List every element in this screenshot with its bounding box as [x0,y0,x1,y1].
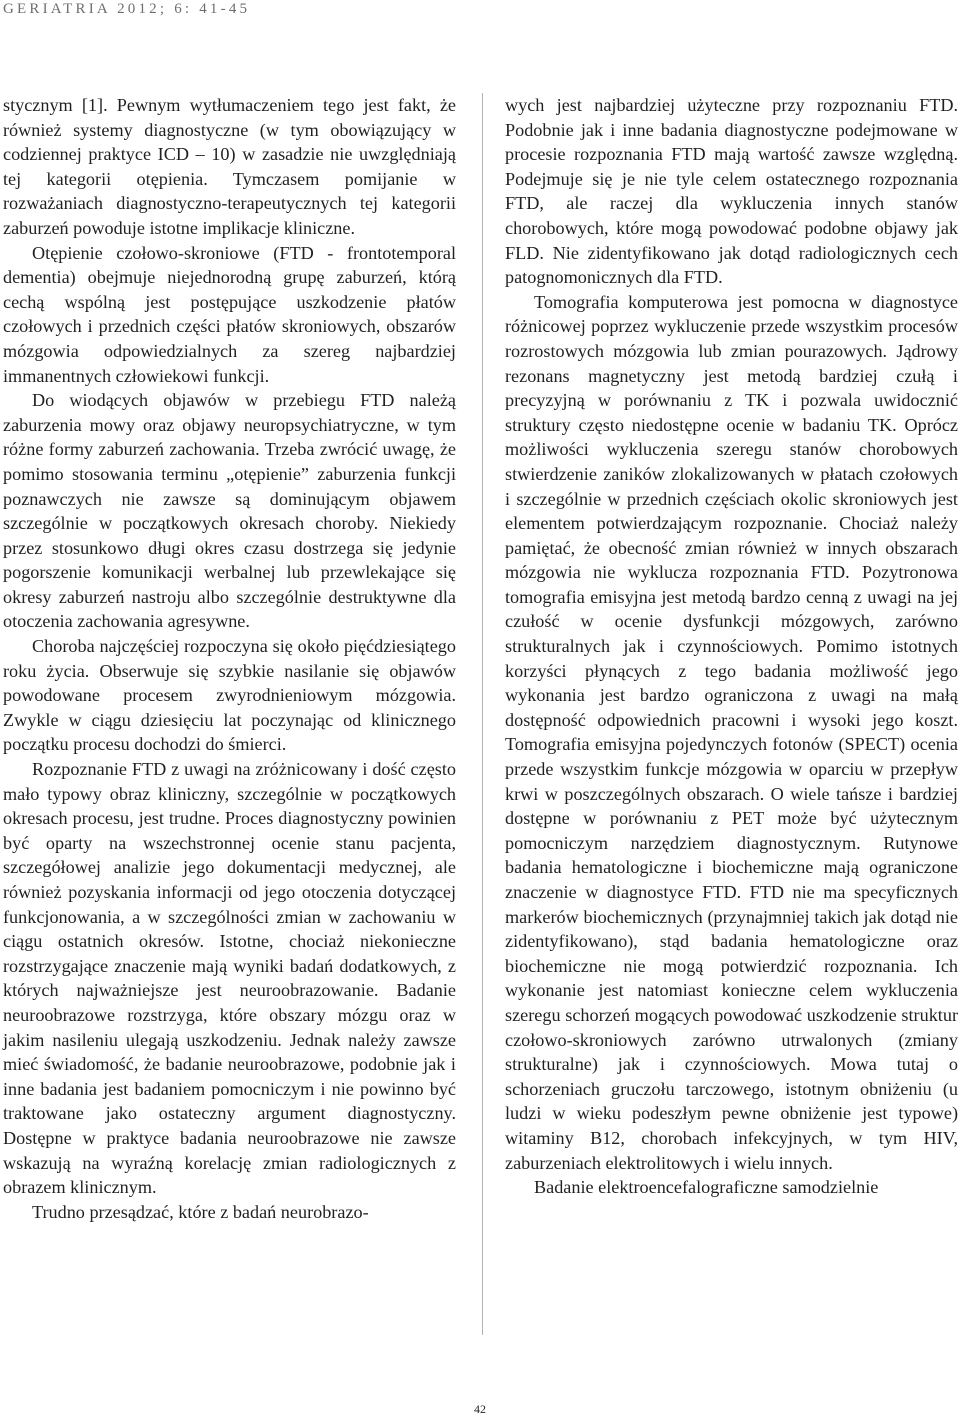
paragraph: Tomografia komputerowa jest pomocna w diagnostyce różnicowej poprzez wykluczenie przede wszystkim procesów rozrostowych mózgowia lub zmian pourazowych. Jądrowy rezonans magnetyczny jest metodą bardziej czułą i precyzyjną w porównaniu z TK i pozwala uwidocznić struktury często niedostępne ocenie w badaniu TK. Oprócz możliwości wykluczenia szeregu stanów chorobowych stwierdzenie zaników zlokalizowanych w płatach czołowych i szczególnie w przednich częściach okolic skroniowych jest elementem potwierdzającym rozpoznanie. Chociaż należy pamiętać, że obecność zmian również w innych obszarach mózgowia nie wyklucza rozpoznania FTD. Pozytronowa tomografia emisyjna jest metodą bardzo cenną z uwagi na jej czułość w ocenie dysfunkcji mózgowych, zarówno strukturalnych jak i czynnościowych. Pomimo istotnych korzyści płynących z tego badania możliwość jego wykonania jest bardzo ograniczona z uwagi na małą dostępność odpowiednich pracowni i wysoki jego koszt. Tomografia emisyjna pojedynczych fotonów (SPECT) ocenia przede wszystkim funkcje mózgowia w oparciu w przepływ krwi w poszczególnych obszarach. O wiele tańsze i bardziej dostępne w porównaniu z PET może być użytecznym pomocniczym narzędziem diagnostycznym. Rutynowe badania hematologiczne i biochemiczne mają ograniczone znaczenie w diagnostyce FTD. FTD nie ma specyficznych markerów biochemicznych (przynajmniej takich jak dotąd nie zidentyfikowano), stąd badania hematologiczne oraz biochemiczne nie mogą potwierdzić rozpoznania. Ich wykonanie jest natomiast konieczne celem wykluczenia szeregu schorzeń mogących powodować uszkodzenie struktur czołowo-skroniowych zarówno utrwalonych (zmiany strukturalne) jak i czynnościowych. Mowa tutaj o schorzeniach gruczołu tarczowego, istotnym obniżeniu (u ludzi w wieku podeszłym pewne obniżenie jest typowe) witaminy B12, chorobach infekcyjnych, w tym HIV, zaburzeniach elektrolitowych i wielu innych. [505,291,958,1173]
paragraph: Badanie elektroencefalograficzne samodzielnie [534,1177,879,1198]
paragraph: Otępienie czołowo-skroniowe (FTD - frontotemporal dementia) obejmuje niejednorodną grupę zaburzeń, którą cechą wspólną jest postępujące uszkodzenie płatów czołowych i przednich części płatów skroniowych, obszarów mózgowia odpowiedzialnych za szereg najbardziej immanentnych człowiekowi funkcji. [3,242,456,386]
paragraph: wych jest najbardziej użyteczne przy rozpoznaniu FTD. Podobnie jak i inne badania diagnostyczne podejmowane w procesie rozpoznania FTD mają wartość zawsze względną. Podejmuje się je nie tyle celem ostatecznego rozpoznania FTD, ale raczej dla wykluczenia innych stanów chorobowych, które mogą powodować podobne objawy jak FLD. Nie zidentyfikowano jak dotąd radiologicznych cech patognomonicznych dla FTD. [505,95,958,288]
page-number: 42 [474,1402,486,1416]
paragraph: Trudno przesądzać, które z badań neurobrazo- [32,1201,369,1222]
column-divider [482,93,483,1335]
paragraph: Rozpoznanie FTD z uwagi na zróżnicowany i dość często mało typowy obraz kliniczny, szczególnie w początkowych okresach procesu, jest trudne. Proces diagnostyczny powinien być oparty na wszechstronnej ocenie stanu pacjenta, szczegółowej analizie jego dokumentacji medycznej, ale również pozyskania informacji od jego otoczenia dotyczącej funkcjonowania, a w szczególności zmian w zachowaniu w ciągu ostatnich okresów. Istotne, chociaż niekonieczne rozstrzygające znaczenie mają wyniki badań dodatkowych, z których najważniejsze jest neuroobrazowanie. Badanie neuroobrazowe rozstrzyga, które obszary mózgu oraz w jakim nasileniu ulegają uszkodzeniu. Jednak należy zawsze mieć świadomość, że badanie neuroobrazowe, podobnie jak i inne badania jest badaniem pomocniczym i nie powinno być traktowane jako ostateczny argument diagnostyczny. Dostępne w praktyce badania neuroobrazowe nie zawsze wskazują na wyraźną korelację zmian radiologicznych z obrazem klinicznym. [3,759,456,1198]
left-column [3,93,456,1224]
paragraph: Do wiodących objawów w przebiegu FTD należą zaburzenia mowy oraz objawy neuropsychiatryczne, w tym różne formy zaburzeń zachowania. Trzeba zwrócić uwagę, że pomimo stosowania terminu „otępienie” zaburzenia funkcji poznawczych nie zawsze są dominującym objawem szczególnie w początkowych okresach choroby. Niekiedy przez stosunkowo długi okres czasu dostrzega się jedynie pogorszenie komunikacji werbalnej lub przewlekające się okresy zaburzeń nastroju albo szczególnie destruktywne dla otoczenia zachowania agresywne. [3,390,456,632]
paragraph: Choroba najczęściej rozpoczyna się około pięćdziesiątego roku życia. Obserwuje się szybkie nasilanie się objawów powodowane procesem zwyrodnieniowym mózgowia. Zwykle w ciągu dziesięciu lat poczynając od klinicznego początku procesu dochodzi do śmierci. [3,636,456,755]
paragraph: stycznym [1]. Pewnym wytłumaczeniem tego jest fakt, że również systemy diagnostyczne (w tym obowiązujący w codziennej praktyce ICD – 10) w zasadzie nie uwzględniają tej kategorii otępienia. Tymczasem pomijanie w rozważaniach diagnostyczno-terapeutycznych tej kategorii zaburzeń powoduje istotne implikacje kliniczne. [3,95,456,238]
running-header: GERIATRIA 2012; 6: 41-45 [3,1,251,17]
right-column [505,93,958,1200]
